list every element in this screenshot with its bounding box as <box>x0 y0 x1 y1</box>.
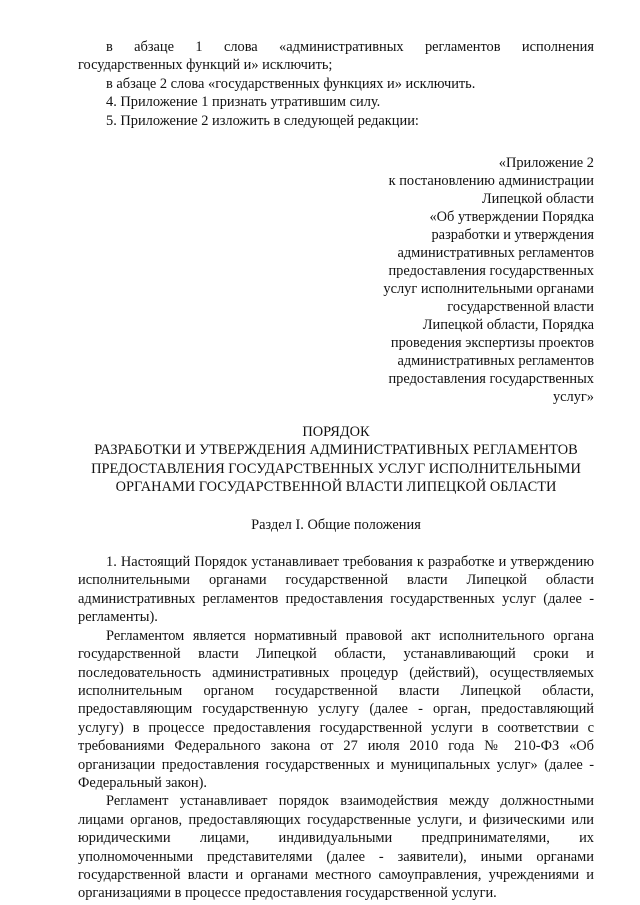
appendix-line: услуг исполнительными органами <box>383 281 594 298</box>
title-line: ПОРЯДОК <box>302 424 370 441</box>
body-paragraph-2: Регламентом является нормативный правовой акт исполнительного органа государственной власти Липецкой области, устанавливающий сроки и последовательность административных процедур (действий), осуществляемых исполнительным органом государственной власти Липецкой области, предоставляющим государственную услугу (далее - орган, предоставляющий услугу) в процессе предоставления государственной услуги в соответствии с требованиями Федерального закона от 27 июля 2010 года № 210-ФЗ «Об организации предоставления государственных и муниципальных услуг» (далее - Федеральный закон). <box>78 627 594 791</box>
amendment-item-5: 5. Приложение 2 изложить в следующей редакции: <box>106 112 419 129</box>
amendment-paragraph-1-line-2: государственных функций и» исключить; <box>78 57 333 74</box>
appendix-line: «Приложение 2 <box>498 155 594 172</box>
appendix-line: разработки и утверждения <box>431 227 594 244</box>
appendix-header <box>368 154 594 406</box>
appendix-line: государственной власти <box>447 299 594 316</box>
amendment-paragraph-1-line-1: в абзаце 1 слова «административных регламентов исполнения <box>106 39 594 55</box>
body-paragraph-1: 1. Настоящий Порядок устанавливает требования к разработке и утверждению исполнительными органами государственной власти Липецкой области административных регламентов предоставления государственных услуг (далее - регламенты). <box>78 554 594 626</box>
title-line: ПРЕДОСТАВЛЕНИЯ ГОСУДАРСТВЕННЫХ УСЛУГ ИСПОЛНИТЕЛЬНЫМИ <box>91 460 581 477</box>
appendix-line: Липецкой области <box>481 191 594 208</box>
body-paragraph-3: Регламент устанавливает порядок взаимодействия между должностными лицами органов, предоставляющих государственные услуги, и физическими или юридическими лицами, индивидуальными предпринимателями, их уполномоченными представителями (далее - заявители), иными органами государственной власти и органами местного самоуправления, учреждениями и организациями в процессе предоставления государственной услуги. <box>78 793 594 902</box>
document-title <box>78 423 594 497</box>
appendix-line: административных регламентов <box>397 245 594 262</box>
appendix-line: административных регламентов <box>397 353 594 370</box>
amendment-paragraph-2: в абзаце 2 слова «государственных функциях и» исключить. <box>106 75 476 92</box>
appendix-line: Липецкой области, Порядка <box>422 317 594 334</box>
title-line: РАЗРАБОТКИ И УТВЕРЖДЕНИЯ АДМИНИСТРАТИВНЫХ РЕГЛАМЕНТОВ <box>94 442 578 459</box>
appendix-line: предоставления государственных <box>388 263 594 280</box>
appendix-line: услуг» <box>552 389 594 406</box>
document-page <box>78 38 594 903</box>
appendix-line: предоставления государственных <box>388 371 594 388</box>
appendix-line: «Об утверждении Порядка <box>429 209 594 226</box>
section-heading: Раздел I. Общие положения <box>251 516 421 533</box>
amendment-item-4: 4. Приложение 1 признать утратившим силу. <box>106 94 381 111</box>
title-line: ОРГАНАМИ ГОСУДАРСТВЕННОЙ ВЛАСТИ ЛИПЕЦКОЙ ОБЛАСТИ <box>115 479 557 496</box>
appendix-line: проведения экспертизы проектов <box>390 335 594 352</box>
appendix-line: к постановлению администрации <box>388 173 594 190</box>
